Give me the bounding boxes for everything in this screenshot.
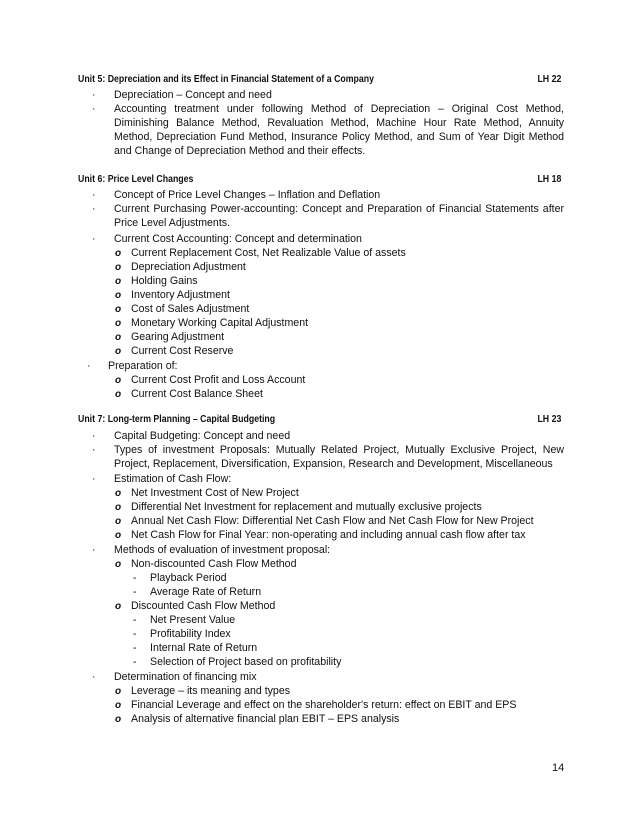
sub-sub-item: Playback Period [150, 572, 227, 584]
sub-bullet: o [115, 686, 122, 697]
dash-bullet: - [133, 614, 137, 626]
sub-bullet: o [115, 248, 122, 259]
bullet: · [92, 189, 96, 201]
dash-bullet: - [133, 586, 137, 598]
sub-item: Current Cost Profit and Loss Account [131, 374, 306, 386]
list-item: Accounting treatment under following Method of Depreciation – Original Cost Method, Diminishing Balance Method, Revaluation Method, Machine Hour Rate Method, Annuity Method, Depreciation Fund Method, Insurance Policy Method, and Sum of Year Digit Method and Change of Depreciation Method and their effects. [114, 103, 564, 157]
sub-item: Inventory Adjustment [131, 289, 230, 301]
sub-item: Non-discounted Cash Flow Method [131, 558, 297, 570]
sub-item: Discounted Cash Flow Method [131, 600, 276, 612]
sub-sub-item: Selection of Project based on profitability [150, 656, 342, 668]
sub-item: Monetary Working Capital Adjustment [131, 317, 309, 329]
sub-bullet: o [115, 714, 122, 725]
bullet: · [92, 473, 96, 485]
sub-item: Leverage – its meaning and types [131, 685, 291, 697]
sub-item: Cost of Sales Adjustment [131, 303, 250, 315]
bullet: · [92, 233, 96, 245]
list-item: Concept of Price Level Changes – Inflation and Deflation [114, 189, 381, 201]
sub-bullet: o [115, 318, 122, 329]
bullet: · [92, 89, 96, 101]
sub-bullet: o [115, 502, 122, 513]
dash-bullet: - [133, 642, 137, 654]
sub-bullet: o [115, 375, 122, 386]
list-item: Estimation of Cash Flow: [114, 473, 232, 485]
dash-bullet: - [133, 628, 137, 640]
sub-bullet: o [115, 304, 122, 315]
sub-item: Analysis of alternative financial plan EBIT – EPS analysis [131, 713, 400, 725]
unit-title: Unit 6: Price Level Changes [78, 174, 194, 185]
sub-bullet: o [115, 559, 122, 570]
sub-item: Annual Net Cash Flow: Differential Net Cash Flow and Net Cash Flow for New Project [131, 515, 534, 527]
sub-sub-item: Internal Rate of Return [150, 642, 258, 654]
sub-item: Financial Leverage and effect on the shareholder's return: effect on EBIT and EPS [131, 699, 517, 711]
unit-6-heading [78, 174, 562, 185]
sub-bullet: o [115, 601, 122, 612]
bullet: · [92, 103, 96, 115]
sub-bullet: o [115, 346, 122, 357]
bullet: · [92, 430, 96, 442]
sub-sub-item: Profitability Index [150, 628, 231, 640]
sub-item: Current Replacement Cost, Net Realizable Value of assets [131, 247, 406, 259]
sub-bullet: o [115, 389, 122, 400]
sub-bullet: o [115, 488, 122, 499]
unit-title: Unit 5: Depreciation and its Effect in Financial Statement of a Company [78, 74, 374, 85]
unit-7-heading [78, 414, 562, 425]
lecture-hours: LH 22 [537, 74, 562, 85]
bullet: · [87, 360, 91, 372]
bullet: · [92, 444, 96, 456]
dash-bullet: - [133, 572, 137, 584]
sub-bullet: o [115, 530, 122, 541]
list-item: Determination of financing mix [114, 671, 257, 683]
sub-bullet: o [115, 700, 122, 711]
sub-sub-item: Average Rate of Return [150, 586, 262, 598]
list-item: Types of investment Proposals: Mutually Related Project, Mutually Exclusive Project, New Project, Replacement, Diversification, Expansion, Research and Development, Miscellaneous [114, 444, 564, 470]
list-item: Capital Budgeting: Concept and need [114, 430, 291, 442]
sub-item: Depreciation Adjustment [131, 261, 246, 273]
list-item: Preparation of: [108, 360, 178, 372]
page-number: 14 [552, 762, 565, 774]
list-item: Current Cost Accounting: Concept and determination [114, 233, 362, 245]
sub-bullet: o [115, 332, 122, 343]
dash-bullet: - [133, 656, 137, 668]
unit-5-heading [78, 74, 562, 85]
bullet: · [92, 544, 96, 556]
sub-bullet: o [115, 290, 122, 301]
sub-item: Current Cost Reserve [131, 345, 234, 357]
sub-item: Net Investment Cost of New Project [131, 487, 299, 499]
list-item: Current Purchasing Power-accounting: Concept and Preparation of Financial Statements after Price Level Adjustments. [114, 203, 564, 229]
sub-sub-item: Net Present Value [150, 614, 236, 626]
sub-bullet: o [115, 276, 122, 287]
bullet: · [92, 671, 96, 683]
sub-item: Holding Gains [131, 275, 198, 287]
sub-item: Differential Net Investment for replacement and mutually exclusive projects [131, 501, 482, 513]
sub-item: Gearing Adjustment [131, 331, 225, 343]
bullet: · [92, 203, 96, 215]
sub-item: Current Cost Balance Sheet [131, 388, 263, 400]
unit-title: Unit 7: Long-term Planning – Capital Budgeting [78, 414, 276, 425]
lecture-hours: LH 18 [537, 174, 562, 185]
lecture-hours: LH 23 [537, 414, 562, 425]
sub-bullet: o [115, 516, 122, 527]
sub-item: Net Cash Flow for Final Year: non-operating and including annual cash flow after tax [131, 529, 526, 541]
list-item: Depreciation – Concept and need [114, 89, 272, 101]
sub-bullet: o [115, 262, 122, 273]
list-item: Methods of evaluation of investment proposal: [114, 544, 331, 556]
